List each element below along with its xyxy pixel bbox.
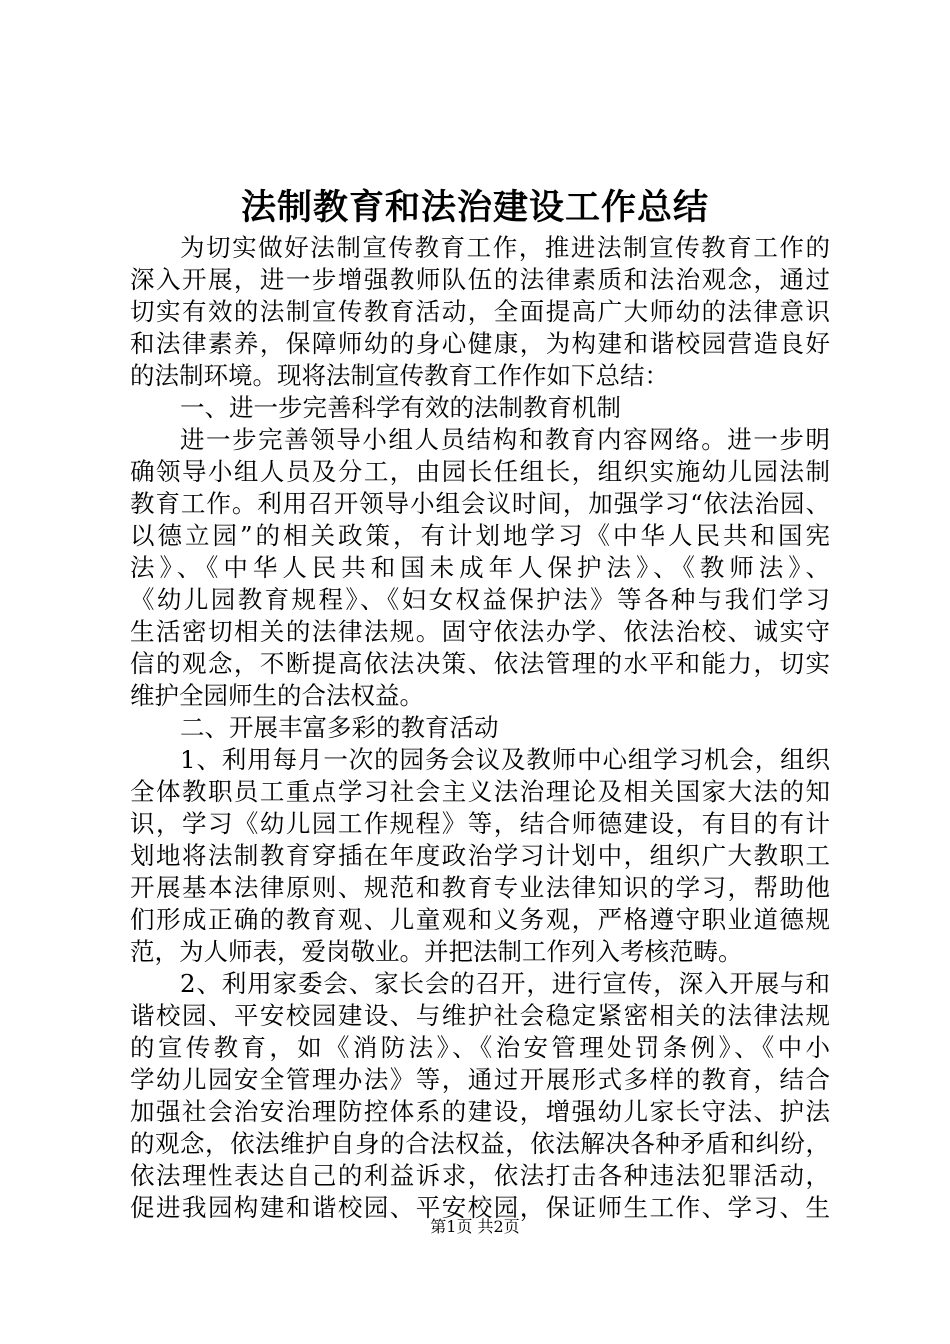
document-body xyxy=(130,232,830,1224)
paragraph-line: 谐校园、平安校园建设、与维护社会稳定紧密相关的法律法规 xyxy=(130,1001,830,1030)
section-heading: 一、进一步完善科学有效的法制教育机制 xyxy=(180,393,621,422)
paragraph-line: 教育工作。利用召开领导小组会议时间，加强学习“依法治园、 xyxy=(130,489,830,518)
paragraph-line: 《幼儿园教育规程》、《妇女权益保护法》等各种与我们学习 xyxy=(130,585,830,614)
paragraph-line: 维护全园师生的合法权益。 xyxy=(130,681,424,710)
paragraph-line: 进一步完善领导小组人员结构和教育内容网络。进一步明 xyxy=(180,425,830,454)
paragraph-line: 深入开展，进一步增强教师队伍的法律素质和法治观念，通过 xyxy=(130,265,830,294)
paragraph-line: 和法律素养，保障师幼的身心健康，为构建和谐校园营造良好 xyxy=(130,329,830,358)
paragraph-line: 信的观念，不断提高依法决策、依法管理的水平和能力，切实 xyxy=(130,649,830,678)
paragraph-line: 范，为人师表，爱岗敬业。并把法制工作列入考核范畴。 xyxy=(130,937,743,966)
paragraph-line: 促进我园构建和谐校园、平安校园，保证师生工作、学习、生 xyxy=(130,1193,830,1222)
paragraph-line: 1、利用每月一次的园务会议及教师中心组学习机会，组织 xyxy=(180,745,830,774)
paragraph-line: 学幼儿园安全管理办法》等，通过开展形式多样的教育，结合 xyxy=(130,1065,830,1094)
paragraph-line: 们形成正确的教育观、儿童观和义务观，严格遵守职业道德规 xyxy=(130,905,830,934)
paragraph-line: 切实有效的法制宣传教育活动，全面提高广大师幼的法律意识 xyxy=(130,297,830,326)
paragraph-line: 划地将法制教育穿插在年度政治学习计划中，组织广大教职工 xyxy=(130,841,830,870)
paragraph-line: 为切实做好法制宣传教育工作，推进法制宣传教育工作的 xyxy=(180,233,830,262)
paragraph-line: 法》、《中华人民共和国未成年人保护法》、《教师法》、 xyxy=(130,553,830,582)
paragraph-line: 加强社会治安治理防控体系的建设，增强幼儿家长守法、护法 xyxy=(130,1097,830,1126)
page-title: 法制教育和法治建设工作总结 xyxy=(240,187,709,228)
paragraph-line: 以德立园”的相关政策，有计划地学习《中华人民共和国宪 xyxy=(130,521,830,550)
paragraph-line: 2、利用家委会、家长会的召开，进行宣传，深入开展与和 xyxy=(180,969,830,998)
paragraph-line: 生活密切相关的法律法规。固守依法办学、依法治校、诚实守 xyxy=(130,617,830,646)
paragraph-line: 的宣传教育，如《消防法》、《治安管理处罚条例》、《中小 xyxy=(130,1033,830,1062)
paragraph-line: 的法制环境。现将法制宣传教育工作作如下总结： xyxy=(130,361,669,390)
paragraph-line: 依法理性表达自己的利益诉求，依法打击各种违法犯罪活动， xyxy=(130,1161,830,1190)
page-number: 第1页 共2页 xyxy=(430,1217,520,1236)
paragraph-line: 确领导小组人员及分工，由园长任组长，组织实施幼儿园法制 xyxy=(130,457,830,486)
paragraph-line: 识，学习《幼儿园工作规程》等，结合师德建设，有目的有计 xyxy=(130,809,830,838)
paragraph-line: 的观念，依法维护自身的合法权益，依法解决各种矛盾和纠纷， xyxy=(130,1129,830,1158)
paragraph-line: 开展基本法律原则、规范和教育专业法律知识的学习，帮助他 xyxy=(130,873,830,902)
paragraph-line: 全体教职员工重点学习社会主义法治理论及相关国家大法的知 xyxy=(130,777,830,806)
section-heading: 二、开展丰富多彩的教育活动 xyxy=(180,713,499,742)
